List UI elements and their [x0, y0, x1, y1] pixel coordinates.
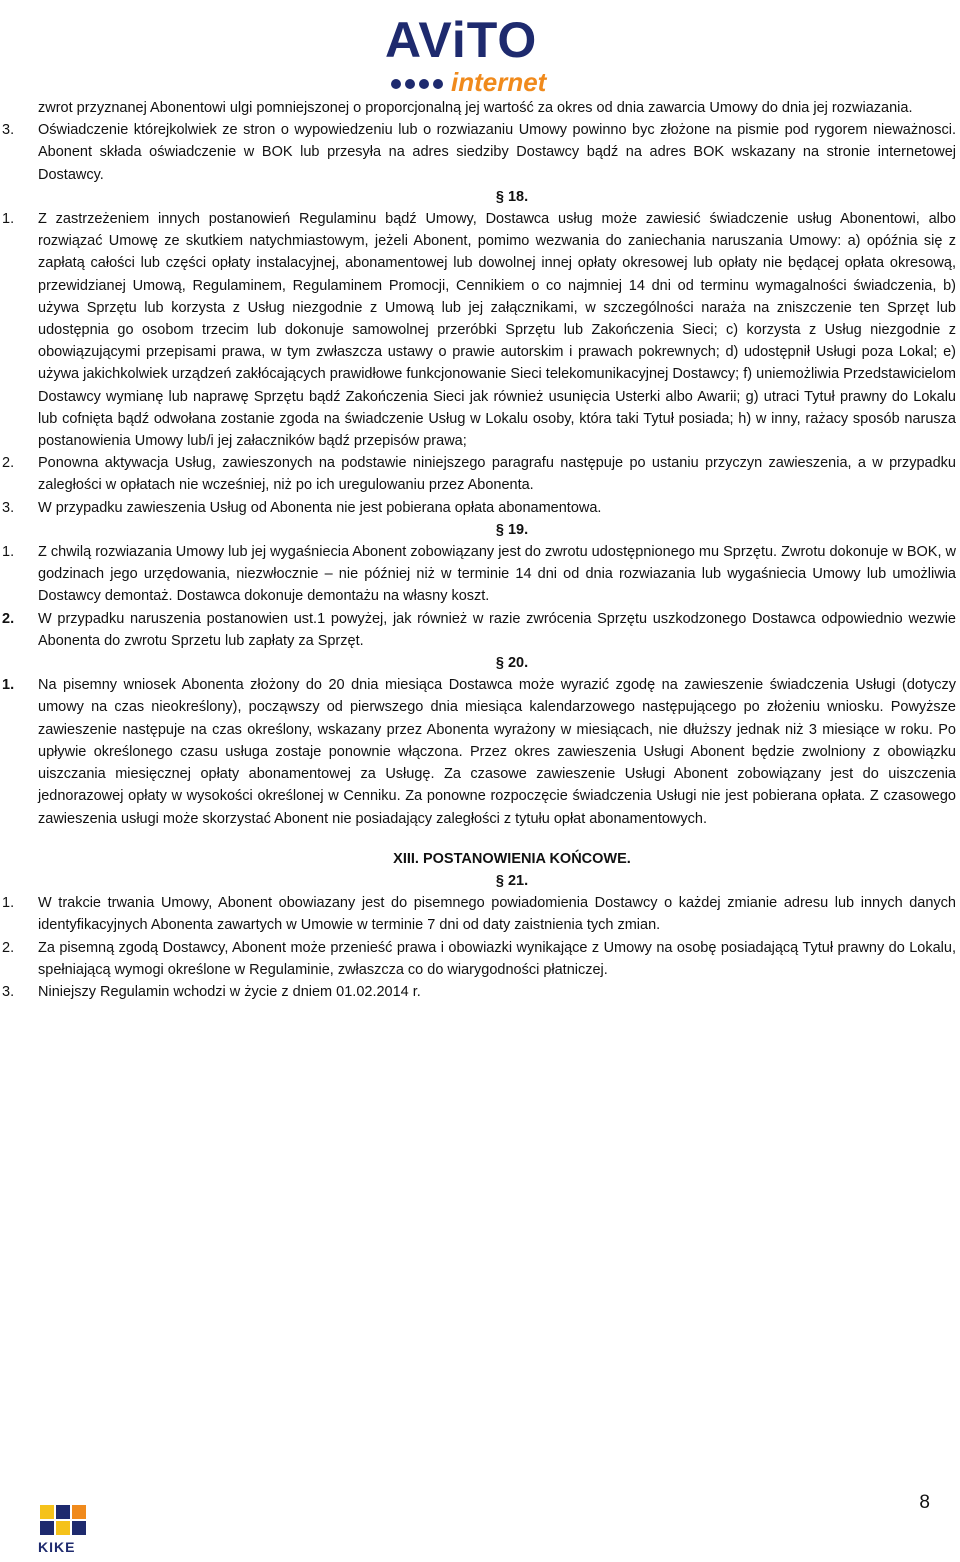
section-title-20: § 20.	[495, 655, 529, 672]
item-text: Oświadczenie którejkolwiek ze stron o wypowiedzeniu lub o rozwiazaniu Umowy powinno byc złożone na pismie pod rygorem nieważnosci. Abonent składa oświadczenie w BOK lub przesyła na adres siedziby Dostawcy bądź na adres BOK wskazany na stronie internetowej Dostawcy.	[38, 122, 956, 183]
item-text: Z chwilą rozwiazania Umowy lub jej wygaśniecia Abonent zobowiązany jest do zwrotu udostępnionego mu Sprzętu. Zwrotu dokonuje w BOK, w godzinach jego urzędowania, niezwłocznie – nie później niż w terminie 14 dni od dnia rozwiazania lub wygaśniecia Umowy lub umożliwia Dostawcy demontaż. Dostawca dokonuje demontażu na własny koszt.	[38, 544, 956, 605]
document-body	[2, 97, 956, 1003]
list-item	[2, 937, 956, 981]
item-number: 2.	[2, 939, 15, 956]
item-number: 1.	[2, 211, 15, 228]
list-item	[2, 674, 956, 829]
item-text: W przypadku zawieszenia Usług od Abonenta nie jest pobierana opłata abonamentowa.	[38, 499, 602, 516]
kike-logo-text: KIKE	[38, 1539, 76, 1555]
item-number: 1.	[2, 677, 15, 694]
avito-internet-logo	[385, 12, 600, 97]
logo-subword: internet	[451, 67, 547, 97]
item-number: 3.	[2, 499, 15, 516]
kike-logo	[38, 1505, 92, 1557]
item-number: 1.	[2, 544, 15, 561]
item-text: Z zastrzeżeniem innych postanowień Regulaminu bądź Umowy, Dostawca usług może zawiesić świadczenie usług Abonentowi, albo rozwiązać Umowę ze skutkiem natychmiastowym, jeżeli Abonent, pomimo wezwania do zaniechania naruszania Umowy: a) opóźnia się z zapłatą całości lub części opłaty instalacyjnej, abonamentowej lub dowolnej innej opłaty okresowej lub opłaty nie będącej opłata okresową, przewidzianej Umową, Regulaminem, Regulaminem Promocji, Cennikiem o co najmniej 14 dni od terminu wymagalności świadczenia, b) używa Sprzętu lub korzysta z Usług niezgodnie z Umową lub jej załącznikami, w szczególności naraża na zniszczenie ten Sprzęt lub udostępnia go osobom trzecim lub dokonuje samowolnej przeróbki Sprzętu lub Zakończenia Sieci; c) korzysta z Usług niezgodnie z obowiązującymi przepisami prawa, w tym zwłaszcza ustawy o prawie autorskim i prawach pokrewnych; d) udostępnił Usługi poza Lokal; e) używa jakichkolwiek urządzeń zakłócających prawidłowe funkcjonowanie Sieci telekomunikacyjnej Dostawcy; f) uniemożliwia Przedstawicielom Dostawcy wymianę lub naprawę Sprzętu bądź Zakończenia Sieci jak również usunięcia Usterki albo Awarii; g) utraci Tytuł prawny do Lokalu lub cofnięta bądź odwołana zostanie zgoda na świadczenie Usług w Lokalu osoby, która taki Tytuł posiada; h) w inny, rażacy sposób narusza postanowienia Umowy lub/i jej załaczników bądź przepisów prawa;	[38, 211, 956, 450]
list-item	[2, 892, 956, 936]
item-text: Ponowna aktywacja Usług, zawieszonych na podstawie niniejszego paragrafu następuje po ustaniu przyczyn zawieszenia, a w przypadku zaległości w opłatach nie wcześniej, niż po ich uregulowaniu przez Abonenta.	[38, 455, 956, 494]
page-number: 8	[919, 1492, 930, 1513]
list-item	[2, 497, 956, 519]
item-number: 3.	[2, 983, 15, 1000]
logo-subline	[385, 67, 600, 97]
item-number: 2.	[2, 455, 15, 472]
section-title-21: § 21.	[495, 872, 529, 889]
item-text: W trakcie trwania Umowy, Abonent obowiazany jest do pisemnego powiadomienia Dostawcy o każdej zmianie adresu lub innych danych identyfikacyjnych Abonenta zawartych w Umowie w terminie 7 dni od daty zaistnienia tych zmian.	[38, 895, 956, 934]
continuation-paragraph: zwrot przyznanej Abonentowi ulgi pomniejszonej o proporcjonalną jej wartość za okres od dnia zawarcia Umowy do dnia jej rozwiazania.	[38, 100, 913, 116]
item-number: 3.	[2, 122, 15, 139]
list-item	[2, 608, 956, 652]
item-number: 2.	[2, 610, 15, 627]
item-text: W przypadku naruszenia postanowien ust.1 powyżej, jak również w razie zwrócenia Sprzętu uszkodzonego Dostawca odpowiednio wezwie Abonenta do zwrotu Sprzetu lub zapłaty za Sprzęt.	[38, 610, 956, 649]
section-title-18: § 18.	[495, 188, 529, 205]
item-text: Za pisemną zgodą Dostawcy, Abonent może przenieść prawa i obowiazki wynikające z Umowy na osobę posiadającą Tytuł prawny do Lokalu, spełniającą wymogi określone w Regulaminie, zwłaszcza co do wiarygodności płatniczej.	[38, 939, 956, 978]
logo-wordmark: AViTO	[385, 12, 538, 68]
section-title-19: § 19.	[495, 521, 529, 538]
logo-dots-icon	[391, 76, 447, 90]
chapter-title: XIII. POSTANOWIENIA KOŃCOWE.	[393, 850, 631, 867]
kike-logo-icon	[40, 1505, 88, 1537]
list-item	[2, 119, 956, 186]
list-item	[2, 452, 956, 496]
list-item	[2, 541, 956, 608]
list-item	[2, 981, 956, 1003]
item-text: Na pisemny wniosek Abonenta złożony do 20 dnia miesiąca Dostawca może wyrazić zgodę na zawieszenie świadczenia Usługi (dotyczy umowy na czas nieokreślony), począwszy od pierwszego dnia miesiąca kalendarzowego następującego po złożeniu wniosku. Powyższe zawieszenie następuje na czas określony, wskazany przez Abonenta wyrażony w miesiącach, nie dłuższy jednak niż 3 miesiące w roku. Po upływie określonego czasu usługa zostaje ponownie włączona. Przez okres zawieszenia Usługi Abonent będzie zwolniony z obowiązku uiszczania miesięcznej opłaty abonamentowej za Usługę. Za czasowe zawieszenie Usługi Abonent zobowiązany jest do uiszczenia jednorazowej opłaty w wysokości określonej w Cenniku. Za ponowne rozpoczęcie świadczenia Usługi nie jest pobierana opłata. Z czasowego zawieszenia usługi może skorzystać Abonent nie posiadający zaległości z tytułu opłat abonamentowych.	[38, 677, 956, 827]
item-number: 1.	[2, 895, 15, 912]
list-item	[2, 208, 956, 452]
item-text: Niniejszy Regulamin wchodzi w życie z dniem 01.02.2014 r.	[38, 983, 421, 1000]
